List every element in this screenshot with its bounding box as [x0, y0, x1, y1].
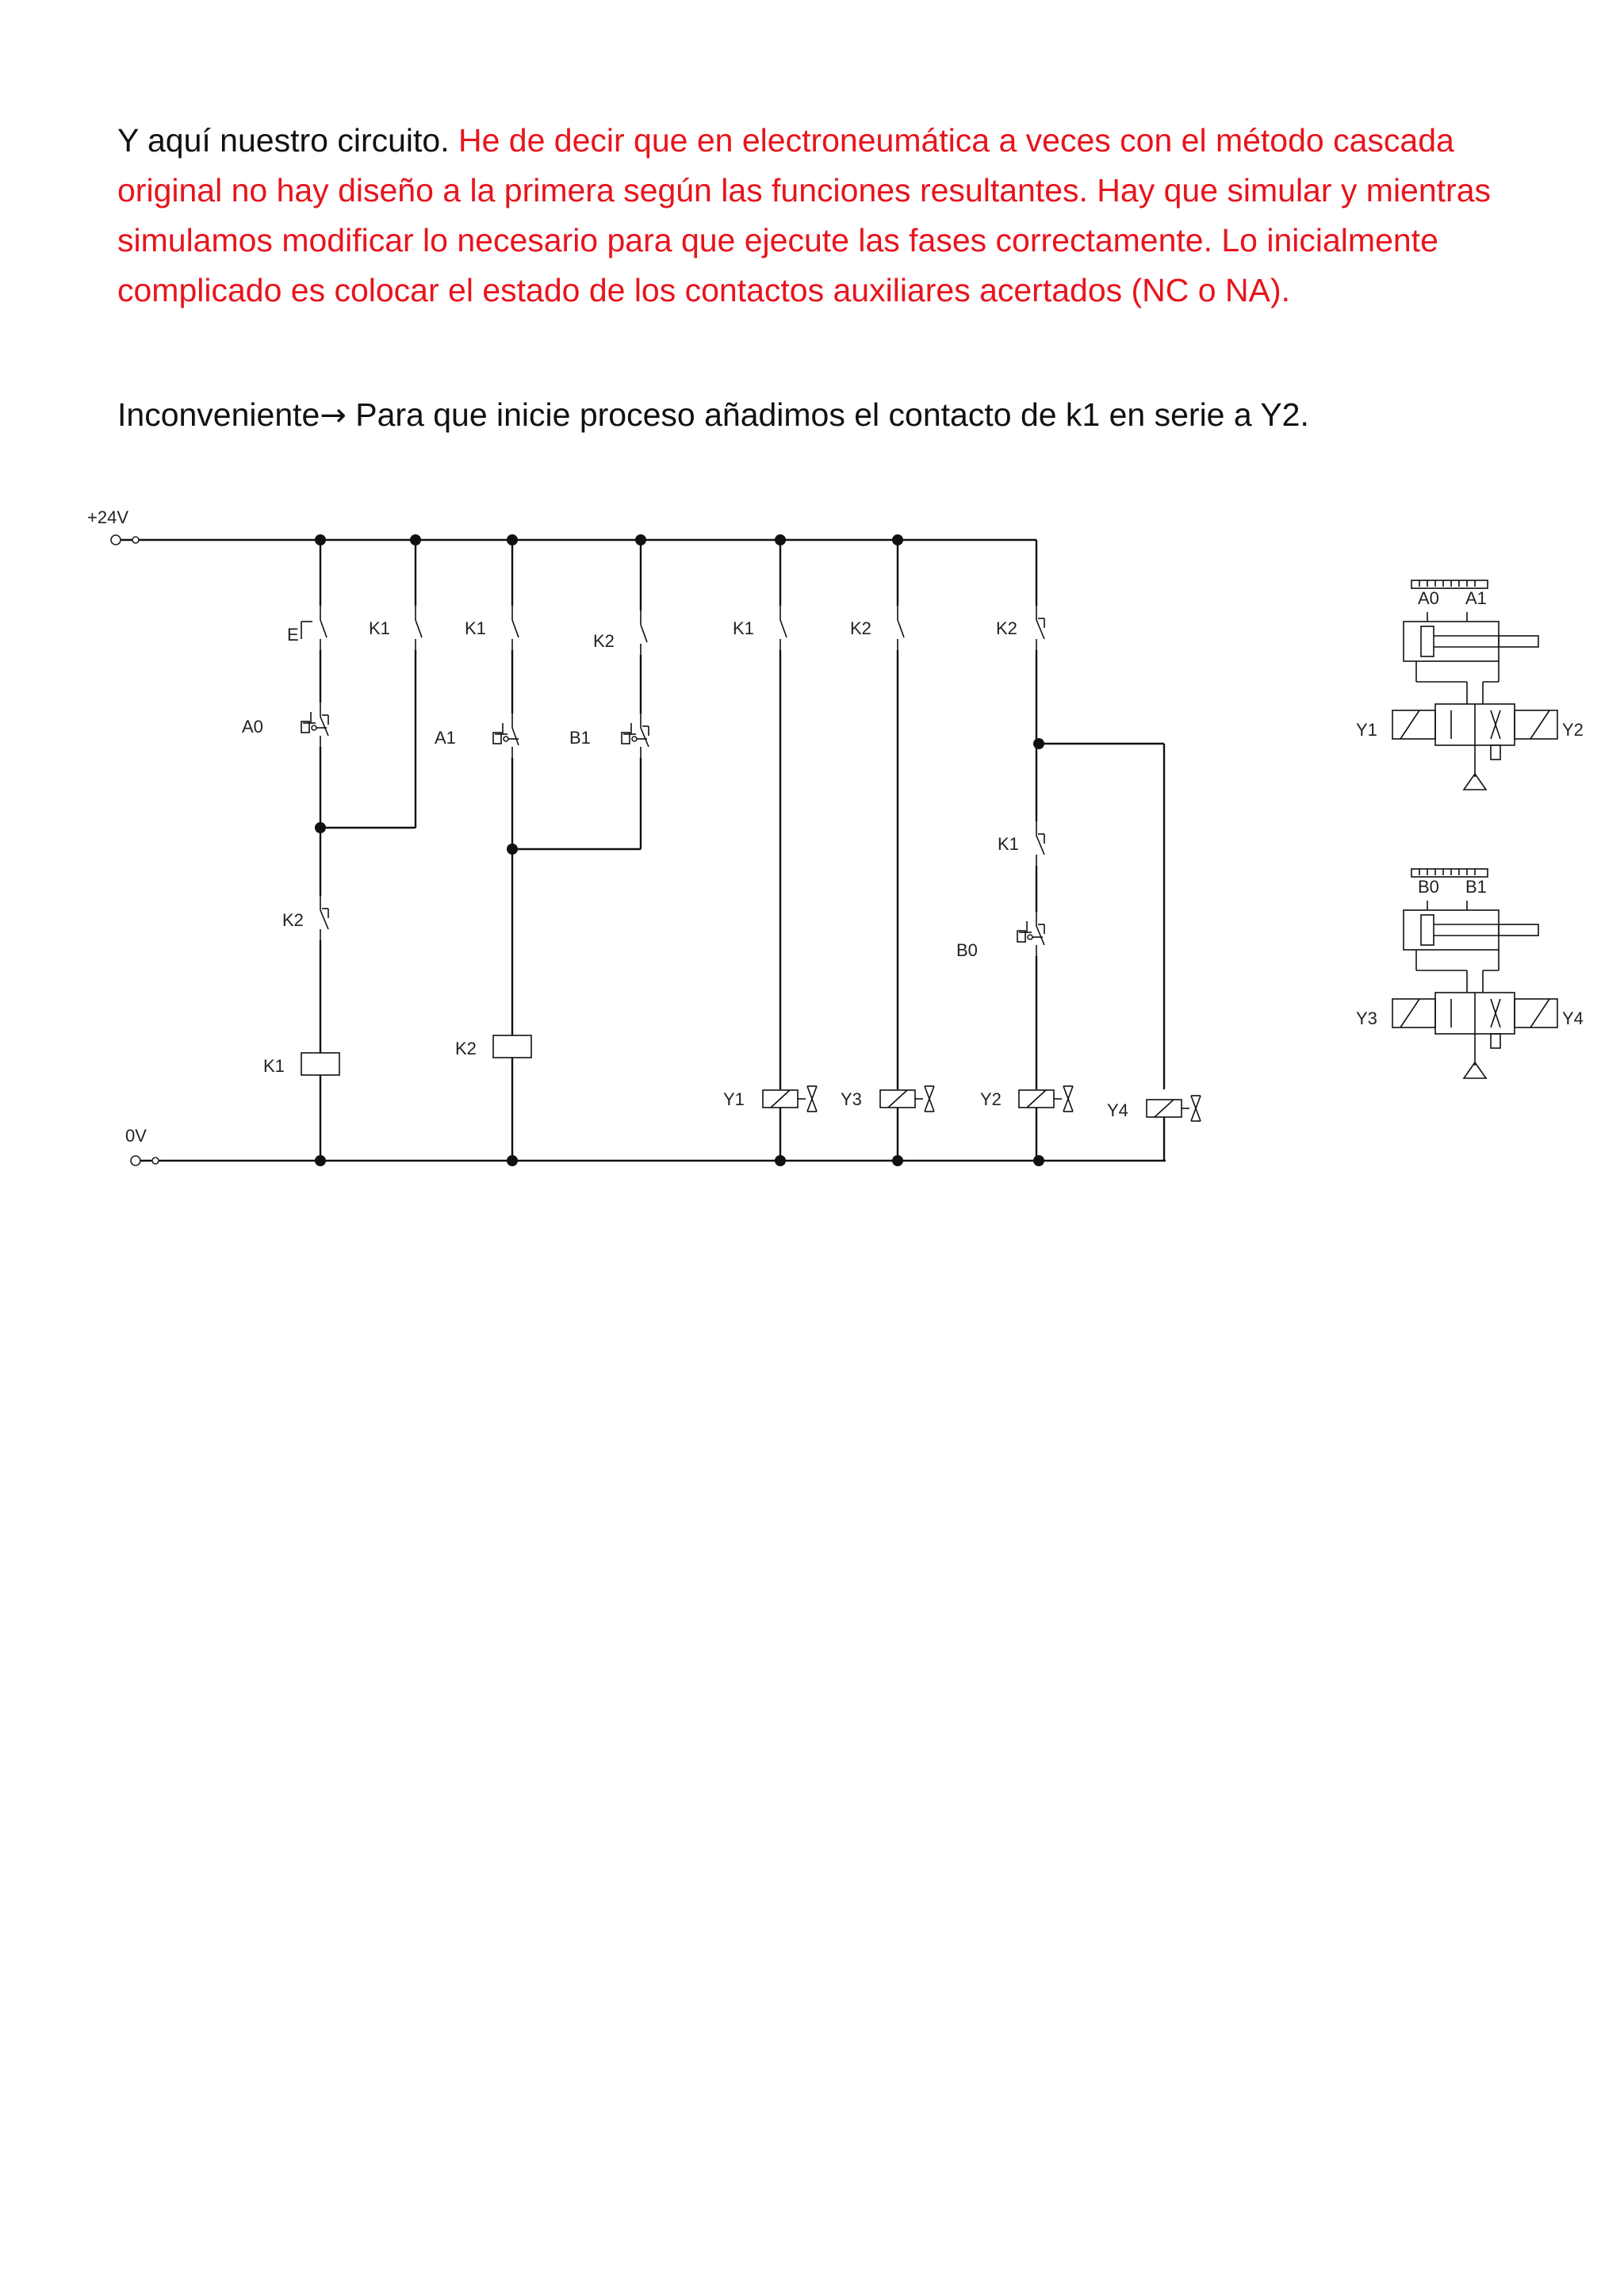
sensor-a0-label: A0	[242, 717, 263, 737]
sensor-b1-label: B1	[569, 728, 591, 748]
supply-label: +24V	[87, 507, 128, 527]
issue-label: Inconveniente	[117, 396, 320, 433]
contact-k1-e-label: K1	[998, 834, 1019, 854]
red-note: He de decir que en electroneumática a veces con el método cascada original no hay diseño a la primera según las funciones resultantes. Hay que simular y mientras simulamos modificar lo necesario para que ejecute las fases correctamente. Lo inicialmente complicado es colocar el estado de los contactos auxiliares acertados (NC o NA).	[117, 122, 1492, 308]
solenoid-y2-label: Y2	[980, 1089, 1002, 1109]
contact-k2-a-label: K2	[282, 910, 304, 930]
cyl-a-coil-left-label: Y1	[1356, 720, 1377, 740]
solenoid-y3	[880, 1086, 934, 1112]
circuit-diagram	[0, 476, 1624, 1189]
ground-label: 0V	[125, 1126, 147, 1146]
rung-y1	[723, 540, 817, 1161]
cyl-b-coil-right-label: Y4	[1562, 1008, 1584, 1028]
start-button-label: E	[287, 625, 299, 645]
pneumatic-cylinder-b	[1356, 869, 1584, 1078]
sensor-a1-label: A1	[435, 728, 456, 748]
relay-k2-label: K2	[455, 1039, 477, 1058]
cyl-a-coil-right-label: Y2	[1562, 720, 1584, 740]
paragraph-issue	[117, 390, 1545, 441]
rung-k1-hold	[320, 540, 422, 828]
solenoid-y1-label: Y1	[723, 1089, 745, 1109]
relay-k1-label: K1	[263, 1056, 285, 1076]
cyl-a-right-label: A1	[1465, 588, 1487, 608]
solenoid-y2	[1019, 1086, 1073, 1112]
relay-k1-coil	[301, 1053, 339, 1075]
rung-y2-y4	[956, 540, 1201, 1161]
contact-k2-c-label: K2	[850, 618, 871, 638]
rung-k1	[242, 540, 339, 1161]
ground-rail	[125, 1126, 1166, 1165]
cyl-a-left-label: A0	[1418, 588, 1439, 608]
cyl-b-left-label: B0	[1418, 877, 1439, 897]
intro-text: Y aquí nuestro circuito.	[117, 122, 450, 159]
solenoid-y3-label: Y3	[841, 1089, 862, 1109]
rung-y3	[841, 540, 934, 1161]
solenoid-y1	[763, 1086, 817, 1112]
contact-k2-b-label: K2	[593, 631, 615, 651]
contact-k1-c-label: K1	[733, 618, 754, 638]
issue-text: Para que inicie proceso añadimos el contacto de k1 en serie a Y2.	[346, 396, 1309, 433]
cyl-b-coil-left-label: Y3	[1356, 1008, 1377, 1028]
pneumatic-cylinder-a	[1356, 580, 1584, 790]
sensor-b0-label: B0	[956, 940, 978, 960]
junctions	[315, 534, 1044, 1166]
rung-k2-hold	[512, 540, 649, 849]
relay-k2-coil	[493, 1035, 531, 1058]
contact-k1-b-label: K1	[465, 618, 486, 638]
paragraph-intro	[117, 116, 1545, 316]
contact-k1-a-label: K1	[369, 618, 390, 638]
cyl-b-right-label: B1	[1465, 877, 1487, 897]
solenoid-y4-label: Y4	[1107, 1100, 1128, 1120]
contact-k2-d-label: K2	[996, 618, 1017, 638]
solenoid-y4	[1147, 1096, 1201, 1121]
right-arrow-icon: →	[320, 397, 347, 434]
